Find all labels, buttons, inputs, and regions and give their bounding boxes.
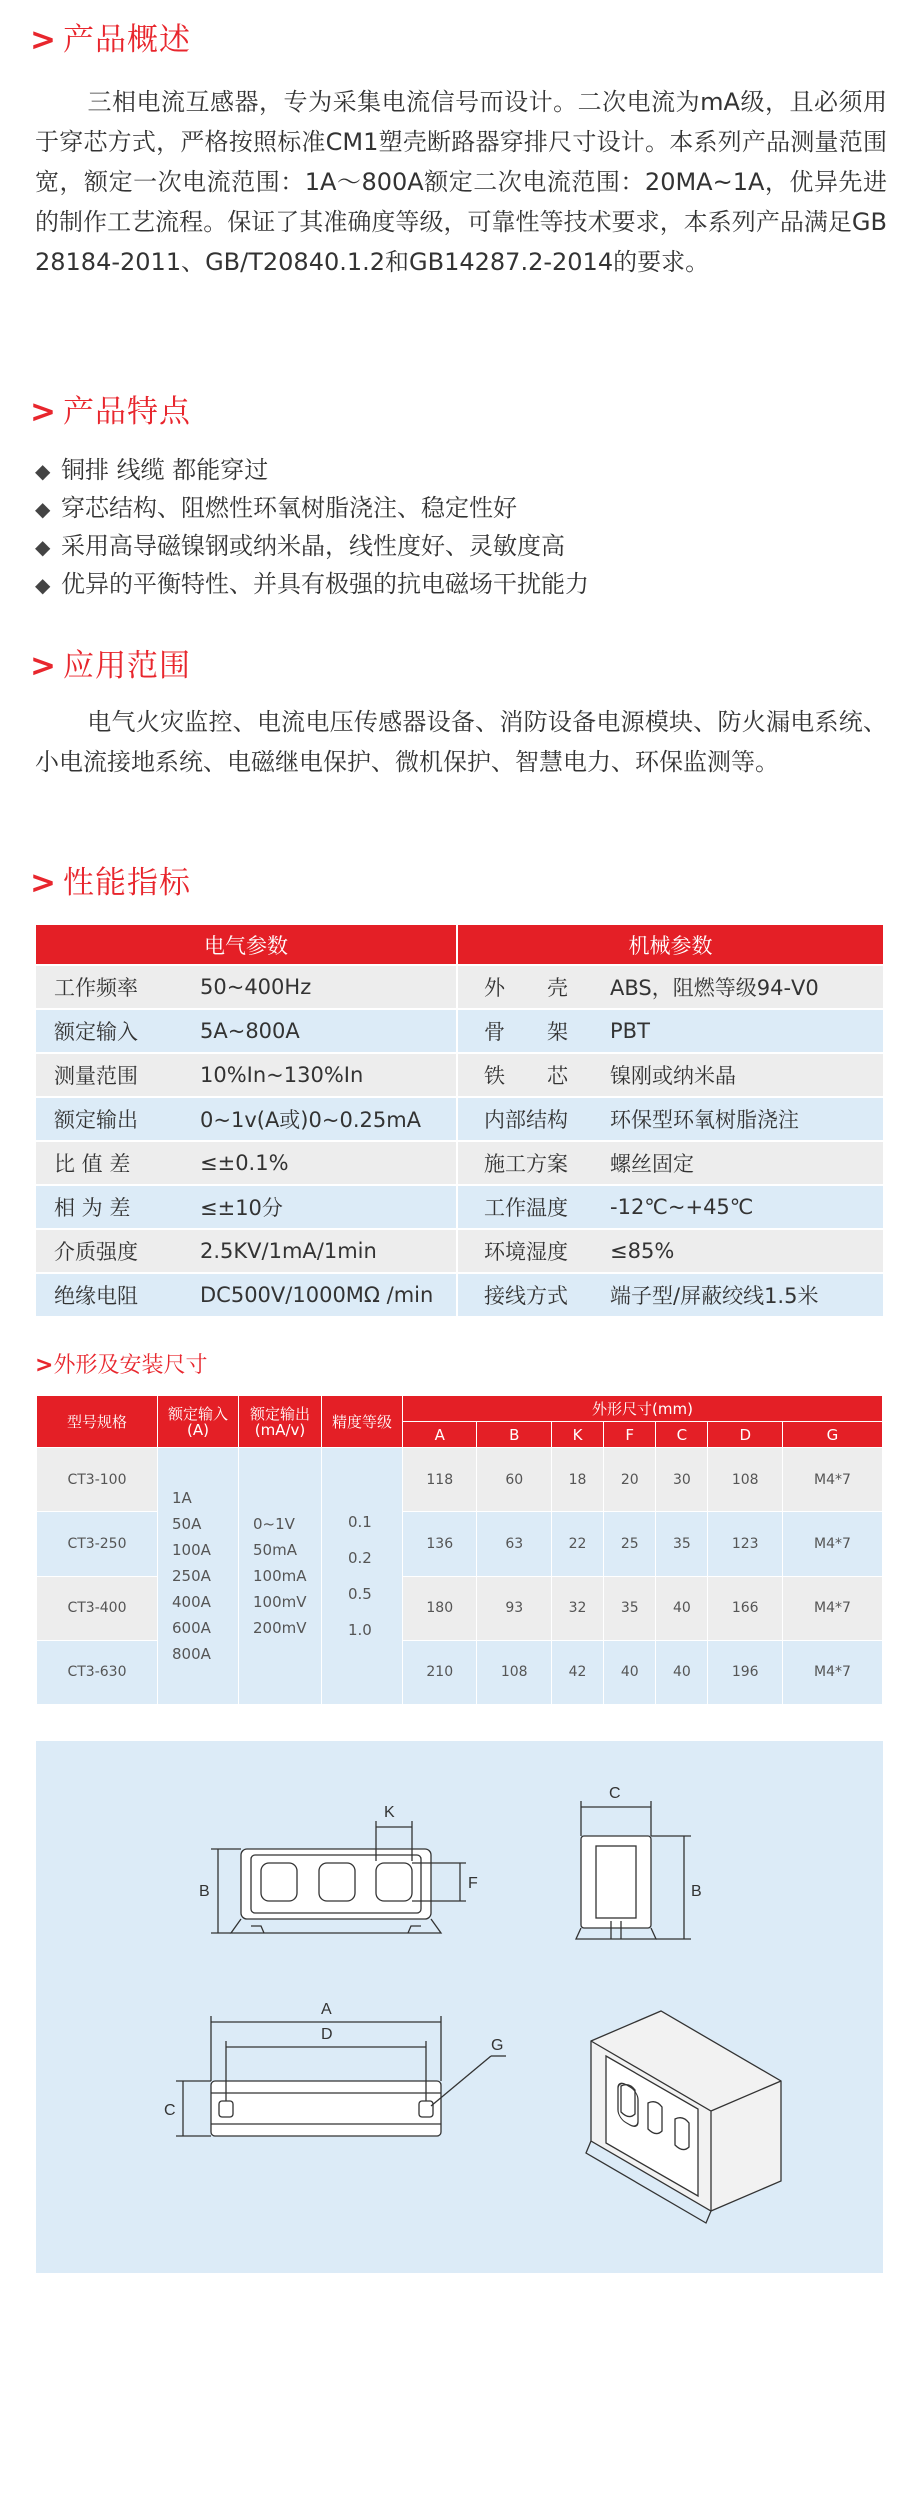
- svg-text:F: F: [468, 1875, 478, 1892]
- accuracy-list: 0.1 0.2 0.5 1.0: [322, 1448, 403, 1705]
- table-row: 额定输入 5A~800A 骨 架 PBT: [36, 1009, 883, 1053]
- table-row: 介质强度 2.5KV/1mA/1min 环境湿度 ≤85%: [36, 1229, 883, 1273]
- performance-table: [36, 925, 883, 1316]
- svg-text:B: B: [199, 1883, 210, 1900]
- overview-title: [30, 14, 191, 59]
- side-view-drawing: [576, 1785, 702, 1939]
- overview-text: 三相电流互感器，专为采集电流信号而设计。二次电流为mA级，且必须用于穿芯方式，严格按照标准CM1塑壳断路器穿排尺寸设计。本系列产品测量范围宽，额定一次电流范围：1A～800A额定二次电流范围：20MA~1A，优异先进的制作工艺流程。保证了其准确度等级，可靠性等技术要求，本系列产品满足GB 28184-2011、GB/T20840.1.2和GB14287.2-2014的要求。: [35, 88, 887, 276]
- diamond-bullet-icon: ◆: [35, 535, 51, 559]
- diamond-bullet-icon: ◆: [35, 573, 51, 597]
- size-col-header: A: [403, 1422, 477, 1448]
- size-col-header: C: [656, 1422, 708, 1448]
- chevron-right-icon: >: [30, 865, 57, 901]
- dimensions-title: >外形及安装尺寸: [35, 1353, 208, 1378]
- output-header: 额定输出(mA/v): [239, 1396, 322, 1448]
- size-col-header: B: [477, 1422, 551, 1448]
- isometric-view-drawing: [586, 2011, 781, 2223]
- input-list: 1A 50A 100A 250A 400A 600A 800A: [158, 1448, 239, 1705]
- table-row: CT3-100 1A 50A 100A 250A 400A 600A 800A 0~1V 50mA 100mA 100mV 200mV 0.1 0.2 0.5 1.0 118 60 18 20 30 108 M4*7: [37, 1448, 883, 1512]
- size-col-header: K: [551, 1422, 603, 1448]
- output-list: 0~1V 50mA 100mA 100mV 200mV: [239, 1448, 322, 1705]
- accuracy-header: 精度等级: [322, 1396, 403, 1448]
- input-header: 额定输入(A): [158, 1396, 239, 1448]
- chevron-right-icon: >: [30, 648, 57, 684]
- drawing-svg: [36, 1741, 883, 2273]
- svg-text:G: G: [491, 2037, 504, 2054]
- table-row: 绝缘电阻 DC500V/1000MΩ /min 接线方式 端子型/屏蔽绞线1.5米: [36, 1273, 883, 1316]
- table-row: CT3-400 180 93 32 35 40 166 M4*7: [37, 1576, 883, 1640]
- application-text: 电气火灾监控、电流电压传感器设备、消防设备电源模块、防火漏电系统、小电流接地系统、电磁继电保护、微机保护、智慧电力、环保监测等。: [35, 708, 887, 776]
- chevron-right-icon: >: [30, 394, 57, 430]
- chevron-right-icon: >: [30, 22, 57, 58]
- mechanical-header: 机械参数: [457, 925, 883, 965]
- features-title-text: 产品特点: [62, 394, 191, 430]
- table-row: 工作频率 50~400Hz 外 壳 ABS，阻燃等级94-V0: [36, 965, 883, 1009]
- svg-text:C: C: [609, 1785, 621, 1802]
- diamond-bullet-icon: ◆: [35, 497, 51, 521]
- table-row: 比 值 差 ≤±0.1% 施工方案 螺丝固定: [36, 1141, 883, 1185]
- svg-text:K: K: [384, 1804, 395, 1821]
- table-row: 相 为 差 ≤±10分 工作温度 -12℃~+45℃: [36, 1185, 883, 1229]
- svg-text:C: C: [164, 2102, 176, 2119]
- model-header: 型号规格: [37, 1396, 158, 1448]
- overview-title-text: 产品概述: [62, 22, 191, 58]
- feature-item: ◆ 铜排 线缆 都能穿过: [35, 456, 269, 484]
- performance-title: [30, 857, 191, 902]
- dimension-drawing: [36, 1741, 883, 2273]
- feature-item: ◆ 穿芯结构、阻燃性环氧树脂浇注、稳定性好: [35, 494, 517, 522]
- features-title: [30, 386, 191, 431]
- size-col-header: G: [782, 1422, 882, 1448]
- svg-text:D: D: [321, 2026, 333, 2043]
- table-row: 额定输出 0~1v(A或)0~0.25mA 内部结构 环保型环氧树脂浇注: [36, 1097, 883, 1141]
- chevron-right-icon: >: [35, 1353, 54, 1378]
- size-col-header: D: [708, 1422, 782, 1448]
- table-row: CT3-250 136 63 22 25 35 123 M4*7: [37, 1512, 883, 1576]
- top-view-drawing: [164, 2001, 506, 2136]
- dimensions-table: [36, 1395, 883, 1705]
- table-row: 测量范围 10%In~130%In 铁 芯 镍刚或纳米晶: [36, 1053, 883, 1097]
- svg-text:A: A: [321, 2001, 332, 2018]
- size-col-header: F: [604, 1422, 656, 1448]
- feature-item: ◆ 优异的平衡特性、并具有极强的抗电磁场干扰能力: [35, 570, 589, 598]
- electrical-header: 电气参数: [36, 925, 457, 965]
- size-header: 外形尺寸(mm): [403, 1396, 883, 1422]
- application-title: [30, 640, 191, 685]
- application-title-text: 应用范围: [62, 648, 191, 684]
- performance-title-text: 性能指标: [62, 865, 191, 901]
- diamond-bullet-icon: ◆: [35, 459, 51, 483]
- table-row: CT3-630 210 108 42 40 40 196 M4*7: [37, 1640, 883, 1704]
- feature-item: ◆ 采用高导磁镍钢或纳米晶，线性度好、灵敏度高: [35, 532, 565, 560]
- front-view-drawing: [199, 1804, 478, 1933]
- svg-text:B: B: [691, 1883, 702, 1900]
